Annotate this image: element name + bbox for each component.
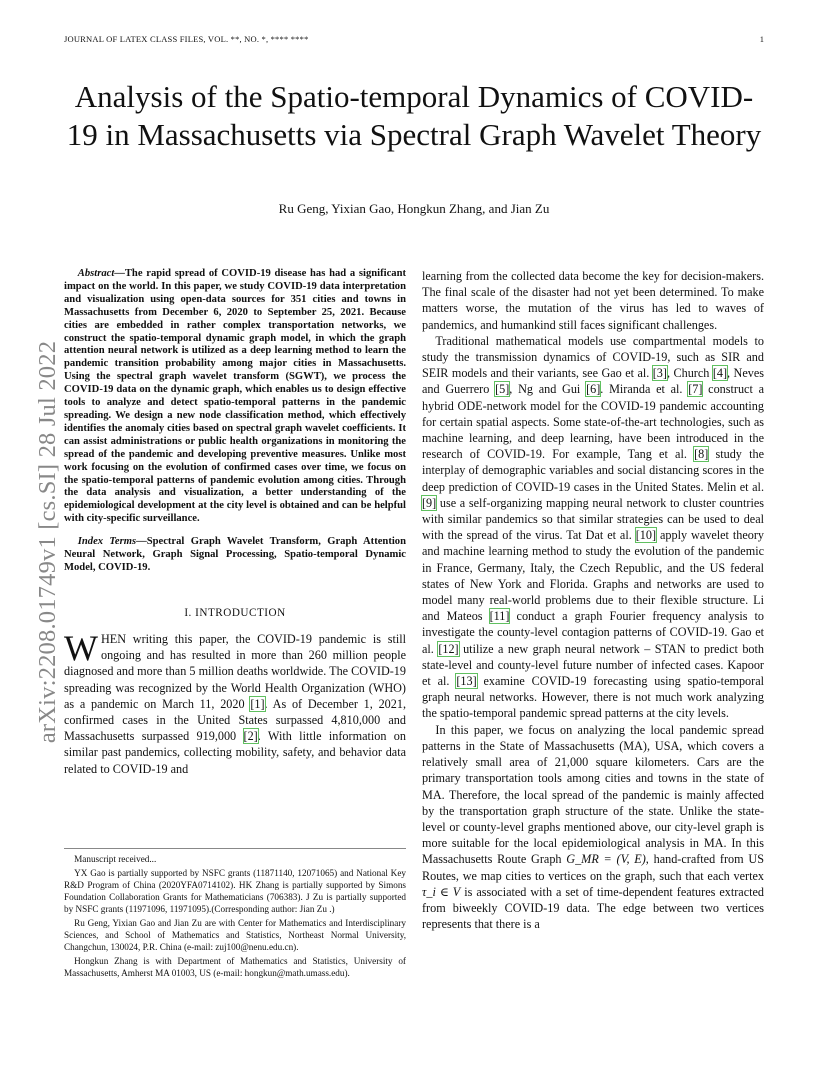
- footnote-received: Manuscript received...: [74, 854, 157, 864]
- footnotes: [64, 848, 406, 981]
- body-text: , Ng and Gui: [509, 382, 587, 397]
- intro-text-c: . With little information on similar past pandemics, collecting mobility, safety, and behavior data related to COVID-19 and: [64, 729, 406, 776]
- citation-link[interactable]: [12]: [438, 641, 459, 656]
- index-terms-label: Index Terms: [77, 536, 137, 548]
- body-text: In this paper, we focus on analyzing the local pandemic spread patterns in the State of Massachusetts (MA), USA, which covers a relatively small area of 21,000 square kilometers. Cars are the primary transportation tools among cities and towns in the state of MA. Therefore, the local spread of the pandemic is mainly affected by the transportation graph structure of the state. Unlike the state-level or county-level graphs mentioned above, our city-level graph is more suitable for the local epidemiological analysis in MA. In this Massachusetts Route Graph: [422, 722, 764, 867]
- abstract-text: —The rapid spread of COVID-19 disease has had a significant impact on the world. In this paper, we study COVID-19 data interpretation and visualization using open-data sources for 351 cities and towns in Massachusetts from December 6, 2020 to September 25, 2021. Because cities are embedded in rather complex transportation networks, we construct the spatio-temporal dynamic graph model, in which the graph attention neural network is utilized as a deep learning method to learn the pandemic transition probability among major cities in Massachusetts. Using the spectral graph wavelet transform (SGWT), we process the COVID-19 data on the dynamic graph, which enables us to design effective tools to analyze and detect spatio-temporal patterns in the pandemic spreading. We design a new node classification method, which effectively identifies the anomaly cities based on spectral graph wavelet coefficients. It can assist administrations or public health organizations in monitoring the spread of the pandemic and developing preventive measures. Unlike most work focusing on the evolution of confirmed cases over time, we focus on the spatio-temporal patterns of pandemic evolution among cities. Through the data analysis and visualization, a better understanding of the epidemiological development at the city level is obtained and can be helpful with city-specific surveillance.: [64, 268, 406, 525]
- math-expression: G_MR = (V, E): [566, 852, 646, 867]
- citation-link[interactable]: [2]: [243, 729, 258, 744]
- body-text: apply wavelet theory and machine learning method to study the evolution of the pandemic in France, Germany, Italy, the Czech Republic, and the US federal states of New York and Florida. Graphs and networks are used to model many real-world problems due to their flexible structure. Li and Mateos: [422, 528, 765, 624]
- dropcap: W: [64, 628, 98, 669]
- body-paragraph: [422, 333, 764, 722]
- intro-paragraph: [64, 628, 406, 777]
- author-list: Ru Geng, Yixian Gao, Hongkun Zhang, and Jian Zu: [278, 201, 550, 216]
- body-text: Traditional mathematical models use compartmental models to study the transmission dynamics of COVID-19, such as SIR and SEIR models and their variants, see Gao et al.: [422, 333, 764, 381]
- body-text: study the interplay of demographic variables and social distancing scores in the deep prediction of COVID-19 cases in the United States. Melin et al.: [422, 447, 764, 494]
- arxiv-stamp[interactable]: arXiv:2208.01749v1 [cs.SI] 28 Jul 2022: [34, 340, 61, 744]
- section-heading-introduction: I. INTRODUCTION: [184, 606, 286, 619]
- citation-link[interactable]: [1]: [250, 696, 265, 711]
- math-expression: τ_i ∈ V: [422, 884, 461, 899]
- citation-link[interactable]: [3]: [652, 366, 667, 381]
- body-paragraph: learning from the collected data become the key for decision-makers. The final scale of the disaster had not yet been determined. To make matters worse, the mutation of the virus has led to waves of pandemics, and humankind still faces significant challenges.: [422, 269, 764, 332]
- citation-link[interactable]: [5]: [495, 382, 510, 397]
- abstract-label: Abstract: [77, 268, 115, 279]
- citation-link[interactable]: [8]: [694, 447, 709, 462]
- footnote-affiliation: Hongkun Zhang is with Department of Mathematics and Statistics, University of Massachusetts, Amherst MA 01003, US (e-mail: hongkun@math.umass.edu).: [64, 956, 406, 978]
- body-text: conduct a graph Fourier frequency analysis to investigate the county-level contagion patterns of COVID-19. Gao et al.: [422, 609, 764, 656]
- intro-text-b: . As of December 1, 2021, confirmed cases in the United States surpassed 4,810,000 and Massachusetts surpassed 919,000: [64, 696, 406, 744]
- footnote-funding: YX Gao is partially supported by NSFC grants (11871140, 12071065) and National Key R&D Program of China (2020YFA0714102). HK Zhang is partially supported by Simons Foundation Collaboration Grants for Mathematicians (706383). J Zu is partially supported by NSFC grants (11971096, 11971095).(Corresponding author: Jian Zu .): [64, 868, 406, 914]
- running-head: JOURNAL OF LATEX CLASS FILES, VOL. **, NO. *, **** ****: [64, 34, 309, 44]
- citation-link[interactable]: [11]: [489, 609, 510, 624]
- citation-link[interactable]: [10]: [635, 528, 657, 543]
- paper-title: Analysis of the Spatio-temporal Dynamics of COVID-19 in Massachusetts via Spectral Graph Wavelet Theory: [66, 79, 762, 152]
- left-column: [64, 268, 406, 777]
- page-number: 1: [759, 34, 764, 44]
- body-text: , Neves and Guerrero: [422, 366, 764, 397]
- body-text: utilize a new graph neural network – STAN to predict both state-level and county-level future number of infected cases. Kapoor et al.: [422, 641, 765, 689]
- citation-link[interactable]: [13]: [456, 674, 477, 689]
- body-text: examine COVID-19 forecasting using spatio-temporal graph neural networks. However, there is not much work analyzing the spatio-temporal pandemic spread patterns at the city levels.: [422, 674, 764, 721]
- citation-link[interactable]: [9]: [422, 495, 437, 510]
- body-text: . Miranda et al.: [600, 382, 689, 397]
- index-terms: [64, 536, 406, 575]
- intro-text-a: HEN writing this paper, the COVID-19 pandemic is still ongoing and has resulted in more than 260 million people diagnosed and more than 5 million deaths worldwide. The COVID-19 spreading was recognized by the World Health Organization (WHO) as a pandemic on March 11, 2020: [64, 632, 406, 711]
- body-paragraph: [422, 722, 764, 933]
- body-text: is associated with a set of time-dependent features extracted from biweekly COVID-19 data. The edge between two vertices represents that there is a: [422, 884, 764, 932]
- abstract: [64, 268, 406, 526]
- right-column: [422, 268, 764, 932]
- body-text: construct a hybrid ODE-network model for the COVID-19 pandemic accounting for certain spatial aspects. Some state-of-the-art technologies, such as machine learning, and deep learning, have been introduced in the research of COVID-19. For example, Tang et al.: [422, 382, 764, 462]
- citation-link[interactable]: [6]: [586, 382, 601, 397]
- body-text: , Church: [666, 366, 713, 381]
- index-terms-text: —Spectral Graph Wavelet Transform, Graph Attention Neural Network, Graph Signal Processing, Spatio-temporal Dynamic Model, COVID-19.: [64, 536, 406, 573]
- body-text: , hand-crafted from US Routes, we map cities to vertices on the graph, such that each vertex: [422, 852, 764, 883]
- footnote-affiliation: Ru Geng, Yixian Gao and Jian Zu are with Center for Mathematics and Interdisciplinary Sciences, and School of Mathematics and Statistics, Northeast Normal University, Changchun, 130024, P.R. China (e-mail: zuj100@nenu.edu.cn).: [64, 918, 406, 952]
- citation-link[interactable]: [4]: [712, 366, 728, 381]
- body-text: use a self-organizing mapping neural network to cluster countries with similar pandemics so that similar strategies can be used to deal with the spread of the virus. Tat Dat et al.: [422, 495, 764, 543]
- citation-link[interactable]: [7]: [688, 382, 703, 397]
